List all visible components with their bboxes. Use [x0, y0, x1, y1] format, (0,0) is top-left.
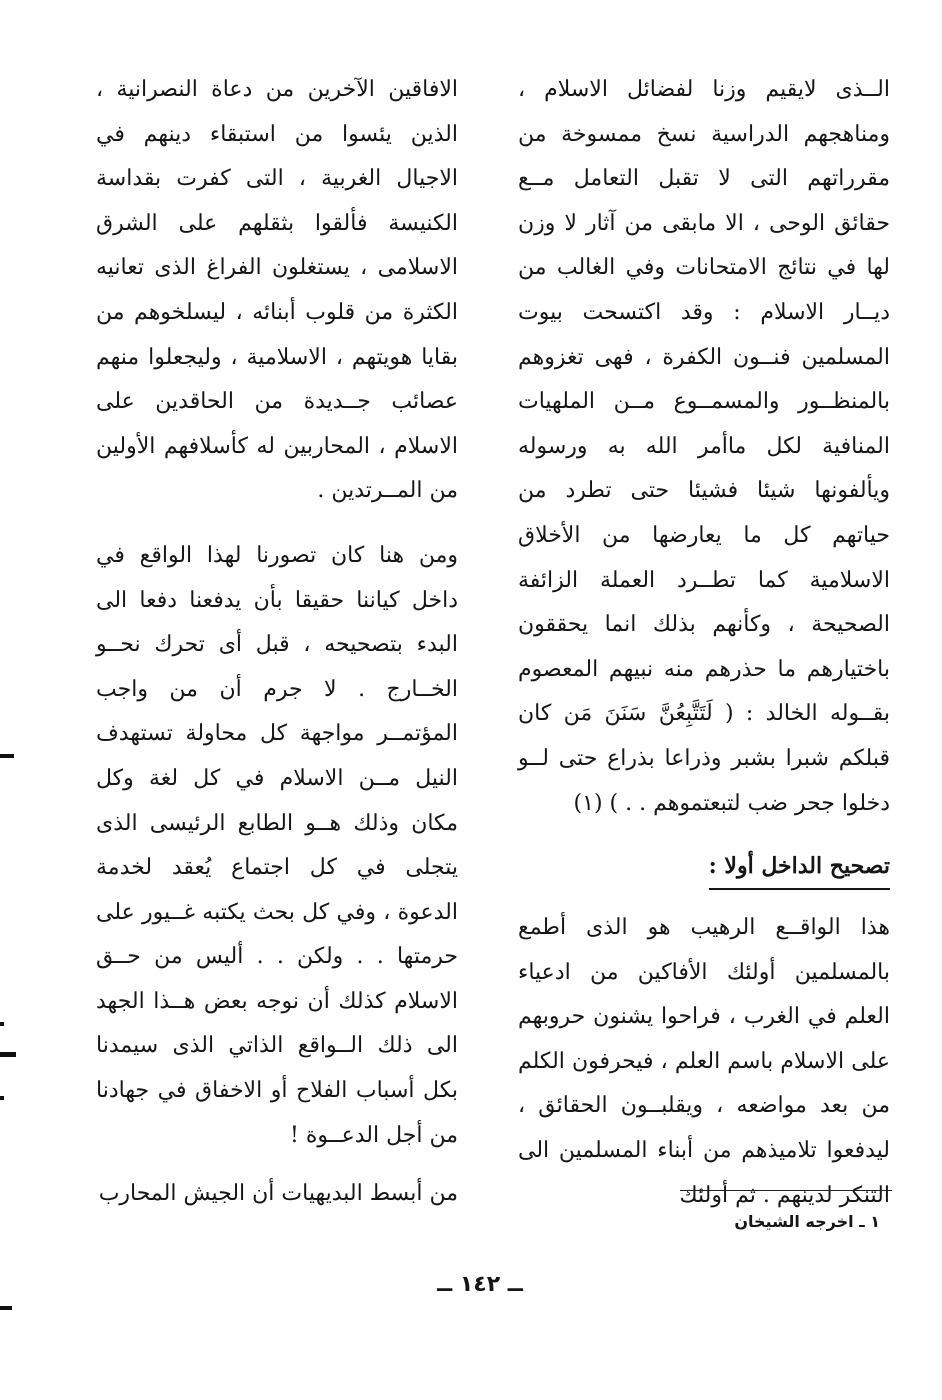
scan-edge-mark — [0, 754, 14, 758]
left-paragraph-1: الافاقين الآخرين من دعاة النصرانية ، الذين يئسوا من استبقاء دينهم في الاجيال الغربية ، التى كفرت بقداسة الكنيسة فألقوا بثقلهم على الشرق الاسلامى ، يستغلون الفراغ الذى تعانيه الكثرة من قلوب أبنائه ، ليسلخوهم من بقايا هويتهم ، الاسلامية ، وليجعلوا منهم عصائب جــديدة من الحاقدين على الاسلام ، المحاربين له كأسلافهم الأولين من المــرتدين . — [96, 77, 458, 504]
section-heading — [518, 844, 890, 890]
footnote-divider — [680, 1190, 892, 1191]
left-column — [96, 68, 458, 1217]
right-column — [518, 68, 890, 1218]
scan-edge-mark — [0, 1096, 4, 1100]
right-paragraph-1: الــذى لايقيم وزنا لفضائل الاسلام ، ومناهجهم الدراسية نسخ ممسوخة من مقرراتهم التى لا تقبل التعامل مــع حقائق الوحى ، الا مابقى من آثار لا وزن لها في نتائج الامتحانات وفي الغالب من ديــار الاسلام : وقد اكتسحت بيوت المسلمين فنــون الكفرة ، فهى تغزوهم بالمنظــور والمسمــوع مــن الملهيات المنافية لكل ماأمر الله به ورسوله ويألفونها شيئا فشيئا حتى تطرد من حياتهم كل ما يعارضها من الأخلاق الاسلامية كما تطــرد العملة الزائفة الصحيحة ، وكأنهم بذلك انما يحققون باختيارهم ما حذرهم منه نبيهم المعصوم بقــوله الخالد : ( لَتَتَّبِعُنَّ سَنَنَ مَن كان قبلكم شبرا بشبر وذراعا بذراع حتى لــو دخلوا جحر ضب لتبعتموهم . . ) (١) — [518, 77, 890, 816]
footnote: ١ ـ اخرجه الشيخان — [734, 1212, 880, 1231]
right-paragraph-2: هذا الواقــع الرهيب هو الذى أطمع بالمسلمين أولئك الأفاكين من ادعياء العلم في الغرب ، فراحوا يشنون حروبهم على الاسلام باسم العلم ، فيحرفون الكلم من بعد مواضعه ، ويقلبــون الحقائق ، ليدفعوا تلاميذهم من أبناء المسلمين الى التنكر لدينهم . ثم أولئك — [518, 915, 890, 1208]
scan-edge-mark — [0, 1306, 12, 1310]
section-heading-text: تصحيح الداخل أولا : — [709, 846, 890, 890]
left-paragraph-3: من أبسط البديهيات أن الجيش المحارب — [98, 1181, 458, 1207]
scan-edge-mark — [0, 1022, 4, 1026]
scan-edge-mark — [0, 1052, 16, 1057]
page-number: ــ ١٤٢ ــ — [437, 1272, 523, 1297]
left-paragraph-2: ومن هنا كان تصورنا لهذا الواقع في داخل كياننا حقيقا بأن يدفعنا دفعا الى البدء بتصحيحه ، قبل أى تحرك نحــو الخــارج . لا جرم أن من واجب المؤتمــر مواجهة كل محاولة تستهدف النيل مــن الاسلام في كل لغة وكل مكان وذلك هــو الطابع الرئيسى الذى يتجلى في كل اجتماع يُعقد لخدمة الدعوة ، وفي كل بحث يكتبه غــيور على حرمتها . . ولكن . . أليس من حــق الاسلام كذلك أن نوجه بعض هــذا الجهد الى ذلك الــواقع الذاتي الذى سيمدنا بكل أسباب الفلاح أو الاخفاق في جهادنا من أجل الدعــوة ! — [96, 542, 458, 1148]
